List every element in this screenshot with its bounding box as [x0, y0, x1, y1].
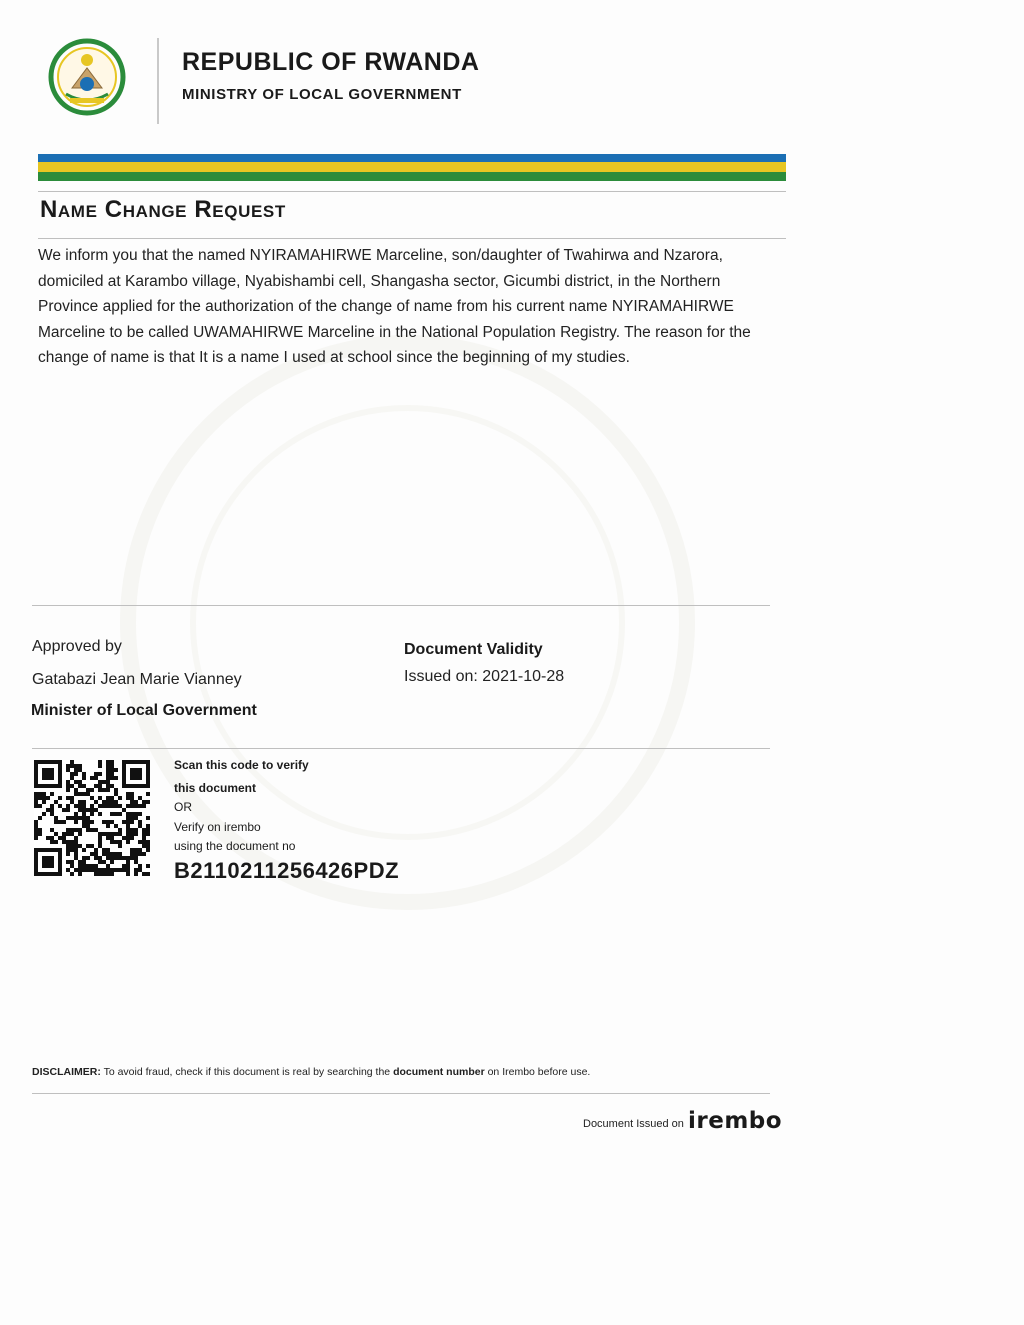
approved-by-label: Approved by — [32, 638, 122, 655]
rwanda-coat-of-arms-icon — [48, 38, 126, 116]
country-heading: REPUBLIC OF RWANDA — [182, 48, 480, 76]
header-divider — [157, 38, 159, 124]
watermark-seal-inner — [190, 405, 625, 840]
rule-under-stripes — [38, 191, 786, 192]
disclaimer — [32, 1066, 792, 1078]
document-title: Name Change Request — [40, 196, 286, 223]
flag-stripe-blue — [38, 154, 786, 162]
document-validity-label: Document Validity — [404, 641, 543, 658]
flag-stripe-yellow — [38, 162, 786, 172]
rule-above-approval — [32, 605, 770, 606]
rule-under-disclaimer — [32, 1093, 770, 1094]
issued-on-date: 2021-10-28 — [482, 668, 565, 685]
rule-above-verification — [32, 748, 770, 749]
issued-on-label: Issued on: — [404, 668, 478, 685]
qr-code-icon — [34, 760, 150, 876]
disclaimer-text-2: on Irembo before use. — [487, 1066, 591, 1078]
approver-title: Minister of Local Government — [31, 702, 257, 719]
flag-stripe-green — [38, 172, 786, 181]
scan-instruction-line1: Scan this code to verify — [174, 758, 309, 772]
document-number: B2110211256426PDZ — [174, 858, 400, 883]
verify-instruction-line1: Verify on irembo — [174, 820, 261, 834]
verify-instruction-line2: using the document no — [174, 839, 296, 853]
ministry-heading: MINISTRY OF LOCAL GOVERNMENT — [182, 86, 462, 103]
disclaimer-label: DISCLAIMER: — [32, 1066, 101, 1078]
scan-or: OR — [174, 800, 192, 814]
disclaimer-text-1: To avoid fraud, check if this document is real by searching the — [103, 1066, 391, 1078]
irembo-logo: irembo — [688, 1108, 783, 1134]
rule-under-title — [38, 238, 786, 239]
disclaimer-bold: document number — [393, 1066, 485, 1078]
issued-on-row — [404, 668, 564, 686]
scan-instruction-line2: this document — [174, 781, 257, 795]
approver-name: Gatabazi Jean Marie Vianney — [32, 671, 242, 688]
document-issued-on-label: Document Issued on — [583, 1118, 684, 1130]
document-body: We inform you that the named NYIRAMAHIRWE Marceline, son/daughter of Twahirwa and Nzarora, domiciled at Karambo village, Nyabishambi cell, Shangasha sector, Gicumbi district, in the Northern Province applied for the authorization of the change of name from his current name NYIRAMAHIRWE Marceline to be called UWAMAHIRWE Marceline in the National Population Registry. The reason for the change of name is that It is a name I used at school since the beginning of my studies. — [38, 247, 751, 366]
